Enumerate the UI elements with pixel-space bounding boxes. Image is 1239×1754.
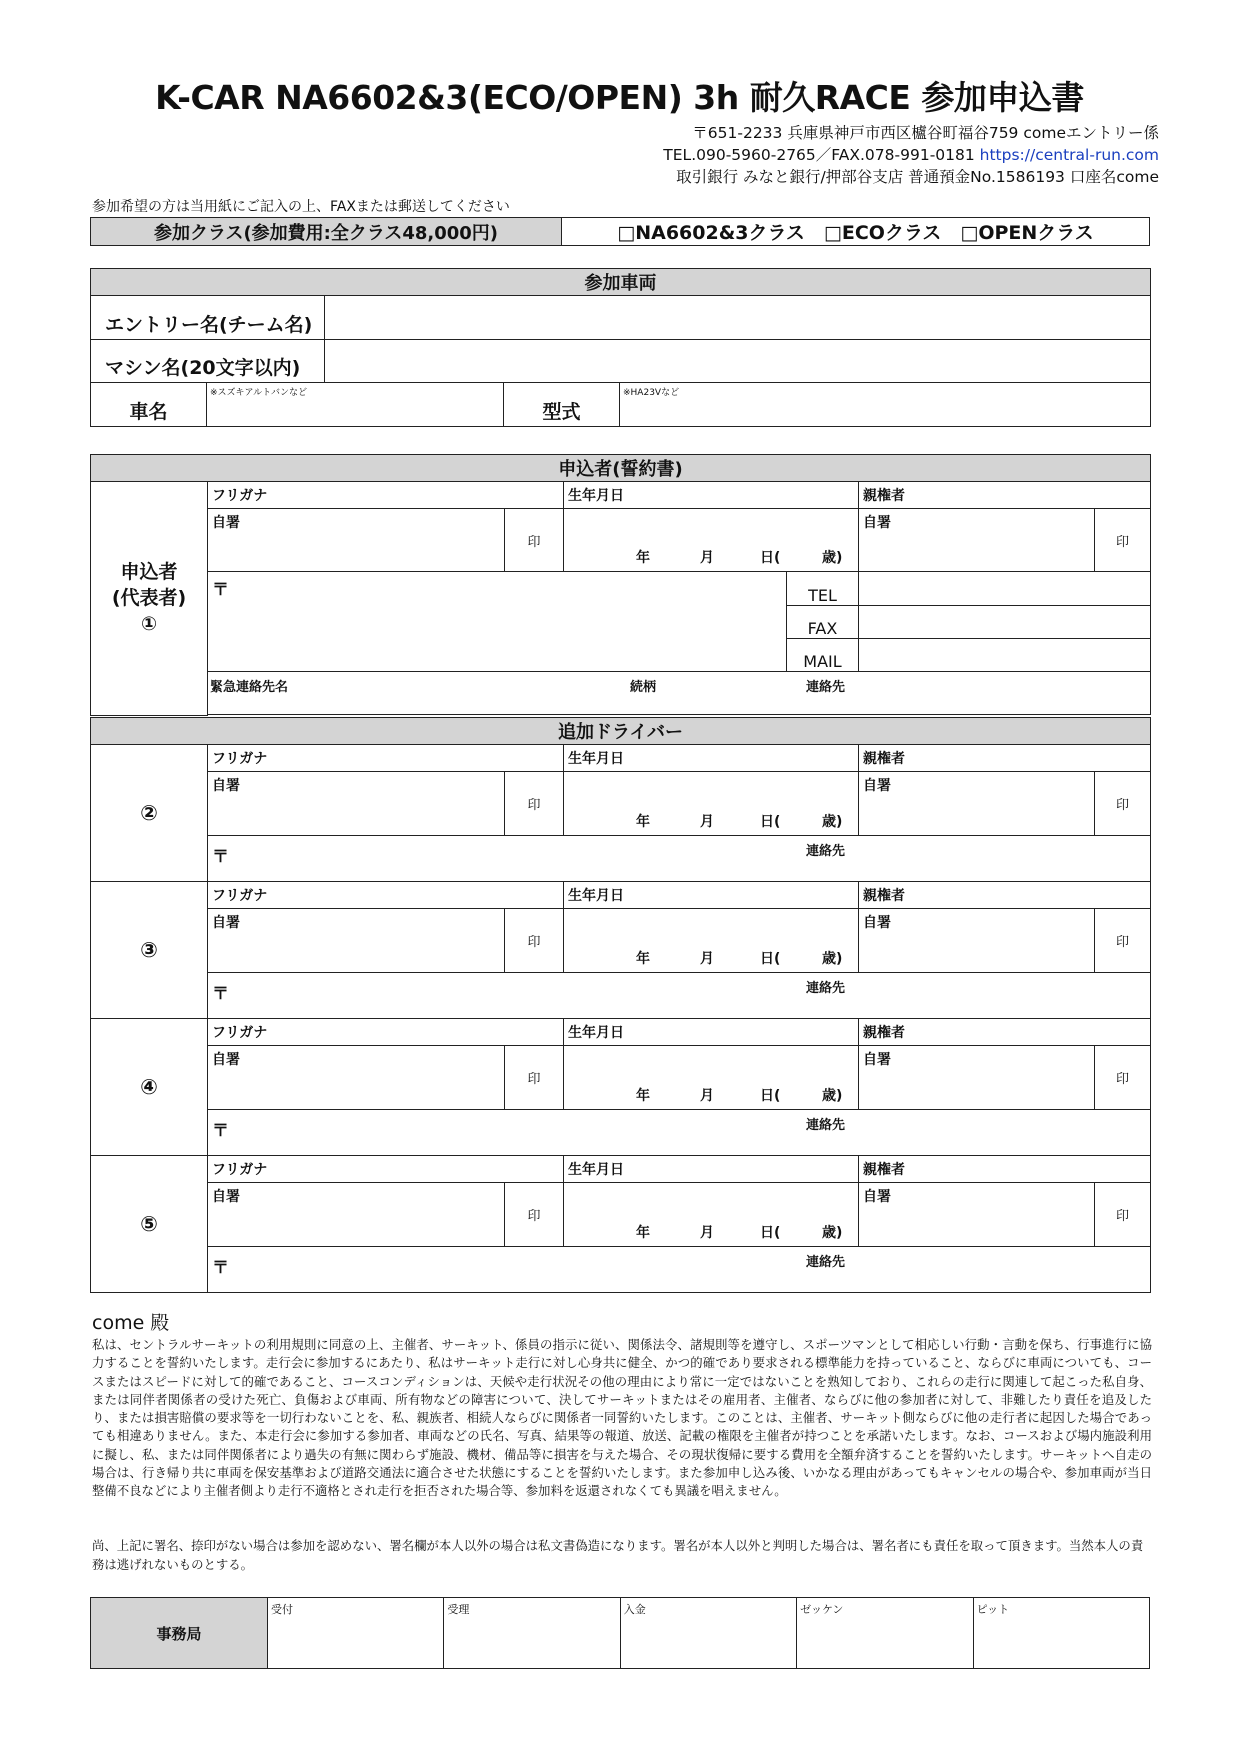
driver-guardian-label: 親権者 xyxy=(859,1156,1151,1183)
address-line-2 xyxy=(663,144,1159,166)
driver-number: ⑤ xyxy=(91,1156,208,1293)
age-label: 歳) xyxy=(822,1088,843,1104)
machine-name-field[interactable] xyxy=(325,340,1151,383)
emergency-contact-row[interactable] xyxy=(208,672,1151,715)
guardian-label: 親権者 xyxy=(859,482,1151,509)
month-label: 月 xyxy=(700,1225,714,1241)
driver-address-row[interactable] xyxy=(208,973,1151,1019)
age-label: 歳) xyxy=(822,550,843,566)
tel-field[interactable] xyxy=(859,572,1151,606)
car-name-label: 車名 xyxy=(91,383,207,427)
emergency-name-label: 緊急連絡先名 xyxy=(210,680,289,695)
applicant-side-label xyxy=(91,482,208,716)
month-label: 月 xyxy=(700,814,714,830)
pledge-text: 私は、セントラルサーキットの利用規則に同意の上、主催者、サーキット、係員の指示に従い、関係法令、諸規則等を遵守し、スポーツマンとして相応しい行動・言動を保ち、行事進行に協力することを誓約いたします。走行会に参加するにあたり、私はサーキット走行に対し心身共に健全、かつ的確であり要求される標準能力を持っていること、ならびに車両についても、コースまたはスピードに対して的確であること、コースコンディションは、天候や走行状況その他の理由により常に一定ではないことを熟知しており、これらの走行に関連して起こった私自身、または同伴者関係者の受けた死亡、負傷および車両、所有物などの障害について、決してサーキットまたはその雇用者、主催者、ならびに他の参加者に対して、非難したり責任を追及したり、または損害賠償の要求等を一切行わないことを、私、親族者、相続人ならびに関係者一同誓約いたします。このことは、主催者、サーキット側ならびに他の走行者に起因した場合であっても相違ありません。また、本走行会に参加する参加者、車両などの氏名、写真、結果等の報道、放送、記載の権限を主催者が持つことを承諾いたします。なお、コースおよび場内施設利用に擬し、私、または同伴関係者により過失の有無に関わらず施設、機材、備品等に損害を与えた場合、その現状復帰に要する費用を全額弁済することを誓約いたします。サーキットへ自走の場合は、行き帰り共に車両を保安基準および道路交通法に適合させた状態にすることを誓約いたします。また参加申し込み後、いかなる理由があってもキャンセルの場合や、参加車両が当日整備不良などにより主催者側より走行不適格とされ走行を拒否された場合等、参加料を返還されなくても異議を唱えません。 xyxy=(92,1337,1152,1499)
driver-dob-label: 生年月日 xyxy=(564,745,859,772)
driver-address-row[interactable] xyxy=(208,1247,1151,1293)
class-options[interactable]: □NA6602&3クラス □ECOクラス □OPENクラス xyxy=(562,218,1150,246)
dob-label: 生年月日 xyxy=(564,482,859,509)
office-col[interactable]: 受理 xyxy=(444,1598,620,1669)
postal-mark: 〒 xyxy=(212,1121,229,1141)
driver-furigana-field[interactable]: フリガナ xyxy=(208,1156,564,1183)
entry-name-label: エントリー名(チーム名) xyxy=(91,296,325,340)
office-col[interactable]: ピット xyxy=(973,1598,1149,1669)
driver-guardian-signature-field[interactable]: 自署 xyxy=(859,909,1095,973)
age-label: 歳) xyxy=(822,1225,843,1241)
driver-dob-label: 生年月日 xyxy=(564,882,859,909)
postal-mark: 〒 xyxy=(212,847,229,867)
car-name-field[interactable]: ※スズキアルトバンなど xyxy=(207,383,504,427)
tel-label: TEL xyxy=(787,572,859,606)
model-label: 型式 xyxy=(504,383,620,427)
office-col[interactable]: ゼッケン xyxy=(797,1598,973,1669)
driver-contact-label: 連絡先 xyxy=(806,1255,846,1270)
day-label: 日( xyxy=(760,951,781,967)
guardian-signature-field[interactable]: 自署 xyxy=(859,509,1095,572)
addressee: come 殿 xyxy=(92,1312,170,1334)
postal-mark: 〒 xyxy=(212,984,229,1004)
year-label: 年 xyxy=(636,1225,650,1241)
vehicle-header: 参加車両 xyxy=(91,269,1151,296)
machine-name-label: マシン名(20文字以内) xyxy=(91,340,325,383)
dob-field[interactable] xyxy=(564,509,859,572)
age-label: 歳) xyxy=(822,951,843,967)
year-label: 年 xyxy=(636,1088,650,1104)
model-field[interactable]: ※HA23Vなど xyxy=(620,383,1151,427)
driver-dob-field[interactable] xyxy=(564,1046,859,1110)
applicant-number: ① xyxy=(140,613,158,636)
mail-field[interactable] xyxy=(859,639,1151,672)
contact-label: 連絡先 xyxy=(806,680,846,695)
driver-dob-field[interactable] xyxy=(564,772,859,836)
driver-stamp-box[interactable]: 印 xyxy=(505,1183,564,1247)
driver-contact-label: 連絡先 xyxy=(806,981,846,996)
year-label: 年 xyxy=(636,814,650,830)
driver-guardian-stamp-box[interactable]: 印 xyxy=(1095,1183,1151,1247)
signature-field[interactable]: 自署 xyxy=(208,509,505,572)
driver-signature-field[interactable]: 自署 xyxy=(208,1046,505,1110)
representative-label: (代表者) xyxy=(111,587,187,610)
driver-signature-field[interactable]: 自署 xyxy=(208,909,505,973)
driver-furigana-field[interactable]: フリガナ xyxy=(208,882,564,909)
driver-guardian-signature-field[interactable]: 自署 xyxy=(859,772,1095,836)
driver-contact-label: 連絡先 xyxy=(806,844,846,859)
driver-furigana-field[interactable]: フリガナ xyxy=(208,745,564,772)
driver-number: ② xyxy=(91,745,208,882)
driver-dob-field[interactable] xyxy=(564,1183,859,1247)
driver-address-row[interactable] xyxy=(208,1110,1151,1156)
year-label: 年 xyxy=(636,951,650,967)
applicant-header: 申込者(誓約書) xyxy=(91,455,1151,482)
address-line-1: 〒651-2233 兵庫県神戸市西区櫨谷町福谷759 comeエントリー係 xyxy=(692,124,1159,142)
driver-contact-label: 連絡先 xyxy=(806,1118,846,1133)
stamp-box[interactable]: 印 xyxy=(505,509,564,572)
driver-stamp-box[interactable]: 印 xyxy=(505,1046,564,1110)
applicant-table xyxy=(90,454,1151,716)
driver-guardian-label: 親権者 xyxy=(859,1019,1151,1046)
driver-stamp-box[interactable]: 印 xyxy=(505,909,564,973)
fax-label: FAX xyxy=(787,606,859,639)
driver-guardian-signature-field[interactable]: 自署 xyxy=(859,1046,1095,1110)
class-table xyxy=(90,217,1150,246)
office-col[interactable]: 受付 xyxy=(268,1598,444,1669)
guardian-stamp-box[interactable]: 印 xyxy=(1095,509,1151,572)
age-label: 歳) xyxy=(822,814,843,830)
day-label: 日( xyxy=(760,1225,781,1241)
driver-stamp-box[interactable]: 印 xyxy=(505,772,564,836)
postal-address-field[interactable]: 〒 xyxy=(208,572,787,672)
driver-dob-label: 生年月日 xyxy=(564,1019,859,1046)
bank-info: 取引銀行 みなと銀行/押部谷支店 普通預金No.1586193 口座名come xyxy=(676,168,1159,186)
office-table xyxy=(90,1597,1150,1669)
driver-signature-field[interactable]: 自署 xyxy=(208,1183,505,1247)
instruction-text: 参加希望の方は当用紙にご記入の上、FAXまたは郵送してください xyxy=(92,199,510,215)
driver-furigana-field[interactable]: フリガナ xyxy=(208,1019,564,1046)
driver-guardian-label: 親権者 xyxy=(859,882,1151,909)
mail-label: MAIL xyxy=(787,639,859,672)
driver-guardian-stamp-box[interactable]: 印 xyxy=(1095,772,1151,836)
postal-mark: 〒 xyxy=(212,1258,229,1278)
relation-label: 続柄 xyxy=(630,680,657,695)
driver-guardian-label: 親権者 xyxy=(859,745,1151,772)
driver-number: ③ xyxy=(91,882,208,1019)
vehicle-table xyxy=(90,268,1151,427)
pledge-note: 尚、上記に署名、捺印がない場合は参加を認めない、署名欄が本人以外の場合は私文書偽造になります。署名が本人以外と判明した場合は、署名者にも責任を取って頂きます。当然本人の責務は逃げれないものとする。 xyxy=(92,1538,1144,1572)
drivers-header: 追加ドライバー xyxy=(91,718,1151,745)
month-label: 月 xyxy=(700,550,714,566)
driver-dob-field[interactable] xyxy=(564,909,859,973)
driver-signature-field[interactable]: 自署 xyxy=(208,772,505,836)
month-label: 月 xyxy=(700,951,714,967)
driver-guardian-stamp-box[interactable]: 印 xyxy=(1095,909,1151,973)
day-label: 日( xyxy=(760,1088,781,1104)
drivers-table xyxy=(90,717,1151,1293)
office-label: 事務局 xyxy=(91,1598,268,1669)
tel-fax: TEL.090-5960-2765／FAX.078-991-0181 xyxy=(663,146,980,164)
page-title: K-CAR NA6602&3(ECO/OPEN) 3h 耐久RACE 参加申込書 xyxy=(155,78,1084,117)
website-link[interactable]: https://central-run.com xyxy=(979,146,1159,164)
office-col[interactable]: 入金 xyxy=(620,1598,796,1669)
entry-name-field[interactable] xyxy=(325,296,1151,340)
year-label: 年 xyxy=(636,550,650,566)
driver-guardian-signature-field[interactable]: 自署 xyxy=(859,1183,1095,1247)
driver-guardian-stamp-box[interactable]: 印 xyxy=(1095,1046,1151,1110)
driver-number: ④ xyxy=(91,1019,208,1156)
driver-address-row[interactable] xyxy=(208,836,1151,882)
month-label: 月 xyxy=(700,1088,714,1104)
class-label: 参加クラス(参加費用:全クラス48,000円) xyxy=(91,218,562,246)
day-label: 日( xyxy=(760,550,781,566)
driver-dob-label: 生年月日 xyxy=(564,1156,859,1183)
applicant-label: 申込者 xyxy=(120,561,178,584)
fax-field[interactable] xyxy=(859,606,1151,639)
furigana-field[interactable]: フリガナ xyxy=(208,482,564,509)
day-label: 日( xyxy=(760,814,781,830)
